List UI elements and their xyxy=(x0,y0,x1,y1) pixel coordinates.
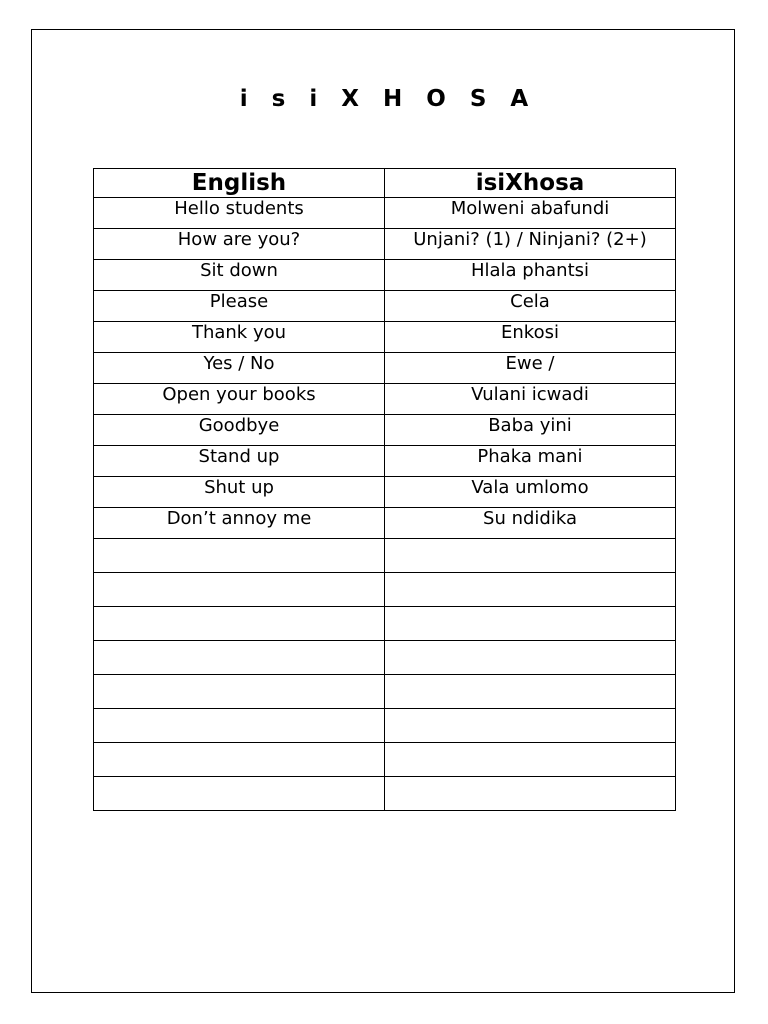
table-row xyxy=(94,260,676,291)
blank-table-row xyxy=(94,743,676,777)
table-row xyxy=(94,353,676,384)
table-row xyxy=(94,477,676,508)
english-cell: Stand up xyxy=(94,446,385,477)
blank-isixhosa-cell xyxy=(385,743,676,777)
blank-english-cell xyxy=(94,539,385,573)
blank-table-row xyxy=(94,675,676,709)
table-row xyxy=(94,291,676,322)
blank-table-row xyxy=(94,709,676,743)
english-cell: Thank you xyxy=(94,322,385,353)
blank-isixhosa-cell xyxy=(385,641,676,675)
isixhosa-cell: Vulani icwadi xyxy=(385,384,676,415)
english-cell: Please xyxy=(94,291,385,322)
table-row xyxy=(94,322,676,353)
blank-table-row xyxy=(94,573,676,607)
blank-isixhosa-cell xyxy=(385,777,676,811)
header-english: English xyxy=(94,169,385,198)
english-cell: Open your books xyxy=(94,384,385,415)
isixhosa-cell: Su ndidika xyxy=(385,508,676,539)
english-cell: Goodbye xyxy=(94,415,385,446)
blank-english-cell xyxy=(94,641,385,675)
blank-table-row xyxy=(94,607,676,641)
table-row xyxy=(94,198,676,229)
english-cell: How are you? xyxy=(94,229,385,260)
isixhosa-cell: Cela xyxy=(385,291,676,322)
blank-isixhosa-cell xyxy=(385,607,676,641)
blank-isixhosa-cell xyxy=(385,709,676,743)
blank-table-row xyxy=(94,641,676,675)
blank-english-cell xyxy=(94,777,385,811)
isixhosa-cell: Vala umlomo xyxy=(385,477,676,508)
isixhosa-cell: Ewe / xyxy=(385,353,676,384)
header-isixhosa: isiXhosa xyxy=(385,169,676,198)
english-cell: Hello students xyxy=(94,198,385,229)
isixhosa-cell: Molweni abafundi xyxy=(385,198,676,229)
blank-isixhosa-cell xyxy=(385,573,676,607)
english-cell: Don’t annoy me xyxy=(94,508,385,539)
table-row xyxy=(94,384,676,415)
vocabulary-table xyxy=(93,168,676,811)
blank-table-row xyxy=(94,539,676,573)
table-row xyxy=(94,508,676,539)
table-row xyxy=(94,415,676,446)
blank-english-cell xyxy=(94,709,385,743)
isixhosa-cell: Baba yini xyxy=(385,415,676,446)
table-row xyxy=(94,446,676,477)
english-cell: Shut up xyxy=(94,477,385,508)
isixhosa-cell: Phaka mani xyxy=(385,446,676,477)
document-title: i s i X H O S A xyxy=(239,86,537,112)
isixhosa-cell: Unjani? (1) / Ninjani? (2+) xyxy=(385,229,676,260)
table-row xyxy=(94,229,676,260)
english-cell: Yes / No xyxy=(94,353,385,384)
blank-isixhosa-cell xyxy=(385,539,676,573)
english-cell: Sit down xyxy=(94,260,385,291)
blank-table-row xyxy=(94,777,676,811)
blank-english-cell xyxy=(94,607,385,641)
table-header-row xyxy=(94,169,676,198)
blank-isixhosa-cell xyxy=(385,675,676,709)
blank-english-cell xyxy=(94,743,385,777)
isixhosa-cell: Hlala phantsi xyxy=(385,260,676,291)
blank-english-cell xyxy=(94,675,385,709)
blank-english-cell xyxy=(94,573,385,607)
isixhosa-cell: Enkosi xyxy=(385,322,676,353)
